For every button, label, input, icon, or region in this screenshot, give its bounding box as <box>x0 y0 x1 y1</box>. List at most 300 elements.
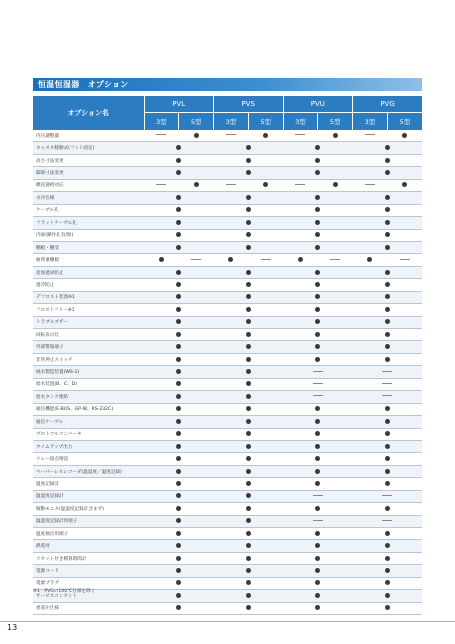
available-dot-icon <box>246 394 251 399</box>
table-row <box>33 366 422 378</box>
available-dot-icon <box>176 170 181 175</box>
option-name: 純水製造装置(WS-1) <box>33 366 144 378</box>
available-dot-icon <box>263 133 268 138</box>
option-availability-cell <box>214 552 284 564</box>
option-availability-cell <box>353 192 423 204</box>
unavailable-dash-icon <box>226 134 236 135</box>
available-dot-icon <box>385 543 390 548</box>
option-availability-cell <box>214 478 284 490</box>
option-availability-cell <box>283 254 318 266</box>
option-availability-cell <box>283 515 353 527</box>
option-name: 電源プラグ <box>33 577 144 589</box>
available-dot-icon <box>385 593 390 598</box>
option-name: 高さ寸法変更 <box>33 154 144 166</box>
option-rows <box>33 130 422 615</box>
available-dot-icon <box>246 207 251 212</box>
option-availability-cell <box>144 515 214 527</box>
available-dot-icon <box>402 133 407 138</box>
available-dot-icon <box>315 481 320 486</box>
available-dot-icon <box>315 469 320 474</box>
available-dot-icon <box>385 307 390 312</box>
option-name: 外部警報端子 <box>33 341 144 353</box>
option-availability-cell <box>283 204 353 216</box>
option-availability-cell <box>144 329 214 341</box>
option-availability-cell <box>353 602 423 614</box>
unavailable-dash-icon <box>382 371 392 372</box>
option-availability-cell <box>353 266 423 278</box>
option-availability-cell <box>214 229 284 241</box>
available-dot-icon <box>246 158 251 163</box>
option-availability-cell <box>353 515 423 527</box>
unavailable-dash-icon <box>313 520 323 521</box>
available-dot-icon <box>385 556 390 561</box>
available-dot-icon <box>176 543 181 548</box>
available-dot-icon <box>246 357 251 362</box>
option-availability-cell <box>214 602 284 614</box>
option-availability-cell <box>283 366 353 378</box>
available-dot-icon <box>385 419 390 424</box>
unavailable-dash-icon <box>382 520 392 521</box>
option-availability-cell <box>144 291 214 303</box>
available-dot-icon <box>176 481 181 486</box>
available-dot-icon <box>315 605 320 610</box>
option-availability-cell <box>353 391 423 403</box>
available-dot-icon <box>385 319 390 324</box>
table-row <box>33 217 422 229</box>
available-dot-icon <box>333 182 338 187</box>
option-availability-cell <box>283 154 353 166</box>
available-dot-icon <box>385 506 390 511</box>
option-availability-cell <box>283 440 353 452</box>
available-dot-icon <box>246 307 251 312</box>
option-name: プロトコルコンバータ <box>33 428 144 440</box>
option-availability-cell <box>214 403 284 415</box>
option-name: 横直通続対応 <box>33 179 144 191</box>
options-table <box>33 96 422 615</box>
footnote: ※1 PVGの100℃仕様を除く <box>33 589 96 594</box>
available-dot-icon <box>385 170 390 175</box>
option-availability-cell <box>353 179 388 191</box>
option-availability-cell <box>144 304 214 316</box>
option-name: 電源コード <box>33 565 144 577</box>
available-dot-icon <box>176 369 181 374</box>
option-availability-cell <box>283 590 353 602</box>
available-dot-icon <box>315 419 320 424</box>
option-availability-cell <box>353 366 423 378</box>
option-name: 温度記録計 <box>33 478 144 490</box>
table-row <box>33 192 422 204</box>
unavailable-dash-icon <box>313 395 323 396</box>
option-availability-cell <box>214 316 284 328</box>
option-availability-cell <box>144 440 214 452</box>
available-dot-icon <box>176 195 181 200</box>
option-availability-cell <box>387 254 422 266</box>
table-row <box>33 465 422 477</box>
available-dot-icon <box>246 518 251 523</box>
available-dot-icon <box>315 207 320 212</box>
option-availability-cell <box>144 366 214 378</box>
available-dot-icon <box>176 357 181 362</box>
option-availability-cell <box>318 130 353 142</box>
option-availability-cell <box>283 378 353 390</box>
available-dot-icon <box>176 506 181 511</box>
unavailable-dash-icon <box>226 184 236 185</box>
option-availability-cell <box>283 304 353 316</box>
available-dot-icon <box>385 481 390 486</box>
option-name: 非常停止スイッチ <box>33 353 144 365</box>
option-availability-cell <box>353 490 423 502</box>
available-dot-icon <box>246 319 251 324</box>
table-row <box>33 329 422 341</box>
option-availability-cell <box>144 490 214 502</box>
available-dot-icon <box>402 182 407 187</box>
option-availability-cell <box>283 341 353 353</box>
available-dot-icon <box>246 456 251 461</box>
option-name: 給水装置(B、C、D) <box>33 378 144 390</box>
available-dot-icon <box>315 158 320 163</box>
available-dot-icon <box>385 195 390 200</box>
option-availability-cell <box>214 428 284 440</box>
option-name: フロストフリー※1 <box>33 304 144 316</box>
option-availability-cell <box>214 254 249 266</box>
option-availability-cell <box>179 179 214 191</box>
option-availability-cell <box>144 279 214 291</box>
option-name: 脚部寸法変更 <box>33 167 144 179</box>
available-dot-icon <box>385 456 390 461</box>
option-availability-cell <box>144 179 179 191</box>
option-availability-cell <box>353 204 423 216</box>
option-availability-cell <box>214 503 284 515</box>
option-availability-cell <box>353 291 423 303</box>
option-availability-cell <box>214 204 284 216</box>
option-availability-cell <box>144 378 214 390</box>
available-dot-icon <box>176 207 181 212</box>
table-row <box>33 241 422 253</box>
option-availability-cell <box>283 316 353 328</box>
option-availability-cell <box>283 291 353 303</box>
available-dot-icon <box>246 406 251 411</box>
option-availability-cell <box>144 503 214 515</box>
unavailable-dash-icon <box>191 259 201 260</box>
available-dot-icon <box>176 556 181 561</box>
available-dot-icon <box>385 282 390 287</box>
option-availability-cell <box>179 130 214 142</box>
option-availability-cell <box>144 254 179 266</box>
option-name: 稼動モニタ(温湿度記録計含まず) <box>33 503 144 515</box>
available-dot-icon <box>315 307 320 312</box>
option-availability-cell <box>214 465 284 477</box>
table-row <box>33 440 422 452</box>
table-row <box>33 167 422 179</box>
available-dot-icon <box>315 332 320 337</box>
table-row <box>33 229 422 241</box>
option-availability-cell <box>144 465 214 477</box>
available-dot-icon <box>176 406 181 411</box>
available-dot-icon <box>385 220 390 225</box>
available-dot-icon <box>176 145 181 150</box>
available-dot-icon <box>246 170 251 175</box>
option-availability-cell <box>214 279 284 291</box>
option-name: 水冷仕様 <box>33 192 144 204</box>
available-dot-icon <box>315 444 320 449</box>
available-dot-icon <box>333 133 338 138</box>
option-availability-cell <box>144 602 214 614</box>
table-row <box>33 353 422 365</box>
table-row <box>33 552 422 564</box>
option-availability-cell <box>214 167 284 179</box>
option-availability-cell <box>283 528 353 540</box>
option-availability-cell <box>144 428 214 440</box>
option-name: リセット付き積算時間計 <box>33 552 144 564</box>
available-dot-icon <box>315 195 320 200</box>
option-name: 内圧調整器 <box>33 130 144 142</box>
option-availability-cell <box>283 565 353 577</box>
available-dot-icon <box>385 270 390 275</box>
option-availability-cell <box>144 565 214 577</box>
available-dot-icon <box>176 605 181 610</box>
available-dot-icon <box>385 145 390 150</box>
model-header-pvs: PVS <box>214 96 284 113</box>
option-availability-cell <box>283 465 353 477</box>
type-header: 3型 <box>353 113 388 131</box>
type-header: 5型 <box>318 113 353 131</box>
option-availability-cell <box>353 154 423 166</box>
available-dot-icon <box>176 319 181 324</box>
option-name: 温湿度記録計 <box>33 490 144 502</box>
available-dot-icon <box>176 232 181 237</box>
table-row <box>33 565 422 577</box>
available-dot-icon <box>176 531 181 536</box>
option-availability-cell <box>144 478 214 490</box>
unavailable-dash-icon <box>382 395 392 396</box>
unavailable-dash-icon <box>295 134 305 135</box>
option-availability-cell <box>144 453 214 465</box>
available-dot-icon <box>315 282 320 287</box>
available-dot-icon <box>315 220 320 225</box>
available-dot-icon <box>385 245 390 250</box>
available-dot-icon <box>176 158 181 163</box>
option-availability-cell <box>353 353 423 365</box>
option-availability-cell <box>353 241 423 253</box>
option-availability-cell <box>353 316 423 328</box>
type-header: 5型 <box>248 113 283 131</box>
available-dot-icon <box>176 270 181 275</box>
table-row <box>33 154 422 166</box>
available-dot-icon <box>246 145 251 150</box>
option-availability-cell <box>353 217 423 229</box>
available-dot-icon <box>176 518 181 523</box>
option-availability-cell <box>214 217 284 229</box>
option-availability-cell <box>283 130 318 142</box>
available-dot-icon <box>315 456 320 461</box>
available-dot-icon <box>385 232 390 237</box>
available-dot-icon <box>246 580 251 585</box>
available-dot-icon <box>385 580 390 585</box>
option-name: 温度検出用端子 <box>33 528 144 540</box>
option-availability-cell <box>144 577 214 589</box>
option-availability-cell <box>214 192 284 204</box>
available-dot-icon <box>246 493 251 498</box>
section-title: 恒温恒湿器 オプション <box>38 80 129 89</box>
option-availability-cell <box>283 416 353 428</box>
option-name: リレー接点増設 <box>33 453 144 465</box>
option-availability-cell <box>283 142 353 154</box>
option-availability-cell <box>214 378 284 390</box>
available-dot-icon <box>176 307 181 312</box>
option-availability-cell <box>214 142 284 154</box>
option-name: ケーブル孔 <box>33 204 144 216</box>
option-availability-cell <box>353 503 423 515</box>
available-dot-icon <box>246 593 251 598</box>
available-dot-icon <box>298 257 303 262</box>
option-availability-cell <box>353 304 423 316</box>
option-availability-cell <box>353 428 423 440</box>
available-dot-icon <box>385 294 390 299</box>
type-header: 5型 <box>179 113 214 131</box>
option-availability-cell <box>144 552 214 564</box>
available-dot-icon <box>176 294 181 299</box>
available-dot-icon <box>176 493 181 498</box>
table-row <box>33 602 422 614</box>
model-header-pvl: PVL <box>144 96 214 113</box>
option-availability-cell <box>283 241 353 253</box>
unavailable-dash-icon <box>261 259 271 260</box>
available-dot-icon <box>385 344 390 349</box>
option-name: 内扉(操作孔有/無) <box>33 229 144 241</box>
option-availability-cell <box>353 167 423 179</box>
table-row <box>33 515 422 527</box>
available-dot-icon <box>315 344 320 349</box>
option-name: フラットケーブル孔 <box>33 217 144 229</box>
option-availability-cell <box>283 279 353 291</box>
option-availability-cell <box>214 540 284 552</box>
option-availability-cell <box>283 192 353 204</box>
available-dot-icon <box>176 431 181 436</box>
option-availability-cell <box>353 565 423 577</box>
option-availability-cell <box>144 403 214 415</box>
model-header-pvg: PVG <box>353 96 423 113</box>
option-availability-cell <box>353 254 388 266</box>
available-dot-icon <box>246 543 251 548</box>
option-availability-cell <box>144 266 214 278</box>
option-availability-cell <box>214 590 284 602</box>
table-row <box>33 291 422 303</box>
available-dot-icon <box>315 506 320 511</box>
available-dot-icon <box>385 469 390 474</box>
option-availability-cell <box>353 229 423 241</box>
option-availability-cell <box>387 130 422 142</box>
table-row <box>33 391 422 403</box>
available-dot-icon <box>315 556 320 561</box>
available-dot-icon <box>246 469 251 474</box>
table-row <box>33 540 422 552</box>
option-availability-cell <box>144 142 214 154</box>
available-dot-icon <box>246 220 251 225</box>
available-dot-icon <box>315 319 320 324</box>
option-name: サービスコンセント <box>33 590 144 602</box>
unavailable-dash-icon <box>365 134 375 135</box>
option-availability-cell <box>353 416 423 428</box>
option-availability-cell <box>214 515 284 527</box>
option-availability-cell <box>144 229 214 241</box>
available-dot-icon <box>246 568 251 573</box>
available-dot-icon <box>385 406 390 411</box>
option-availability-cell <box>353 478 423 490</box>
unavailable-dash-icon <box>156 184 166 185</box>
available-dot-icon <box>246 195 251 200</box>
available-dot-icon <box>315 270 320 275</box>
option-name: 熱電対 <box>33 540 144 552</box>
option-name: 棚板・棚受 <box>33 241 144 253</box>
option-availability-cell <box>248 179 283 191</box>
option-availability-cell <box>283 167 353 179</box>
option-availability-cell <box>214 528 284 540</box>
available-dot-icon <box>246 332 251 337</box>
option-name: 回転表示灯 <box>33 329 144 341</box>
option-availability-cell <box>144 167 214 179</box>
option-name: 異電圧仕様 <box>33 602 144 614</box>
option-availability-cell <box>353 378 423 390</box>
available-dot-icon <box>176 469 181 474</box>
option-availability-cell <box>144 204 214 216</box>
table-row <box>33 341 422 353</box>
option-name: 温湿度記録計用端子 <box>33 515 144 527</box>
option-availability-cell <box>144 341 214 353</box>
available-dot-icon <box>246 282 251 287</box>
option-availability-cell <box>144 241 214 253</box>
table-row <box>33 142 422 154</box>
option-availability-cell <box>353 279 423 291</box>
unavailable-dash-icon <box>365 184 375 185</box>
available-dot-icon <box>246 369 251 374</box>
available-dot-icon <box>159 257 164 262</box>
available-dot-icon <box>385 431 390 436</box>
option-availability-cell <box>283 490 353 502</box>
available-dot-icon <box>176 220 181 225</box>
option-availability-cell <box>144 540 214 552</box>
table-row <box>33 279 422 291</box>
available-dot-icon <box>367 257 372 262</box>
available-dot-icon <box>176 282 181 287</box>
option-availability-cell <box>283 577 353 589</box>
option-availability-cell <box>144 130 179 142</box>
type-header: 5型 <box>387 113 422 131</box>
available-dot-icon <box>176 344 181 349</box>
option-availability-cell <box>283 478 353 490</box>
available-dot-icon <box>385 357 390 362</box>
option-availability-cell <box>283 179 318 191</box>
unavailable-dash-icon <box>382 495 392 496</box>
table-row <box>33 528 422 540</box>
option-availability-cell <box>214 490 284 502</box>
option-availability-cell <box>214 391 284 403</box>
option-availability-cell <box>283 602 353 614</box>
option-availability-cell <box>353 341 423 353</box>
option-name: 通信ケーブル <box>33 416 144 428</box>
option-availability-cell <box>387 179 422 191</box>
model-header-pvu: PVU <box>283 96 353 113</box>
unavailable-dash-icon <box>156 134 166 135</box>
option-availability-cell <box>144 416 214 428</box>
available-dot-icon <box>246 556 251 561</box>
option-availability-cell <box>353 577 423 589</box>
available-dot-icon <box>176 456 181 461</box>
option-availability-cell <box>248 254 283 266</box>
option-name: 追加過昇防止 <box>33 266 144 278</box>
option-name: タイムアップ出力 <box>33 440 144 452</box>
available-dot-icon <box>176 245 181 250</box>
available-dot-icon <box>315 357 320 362</box>
